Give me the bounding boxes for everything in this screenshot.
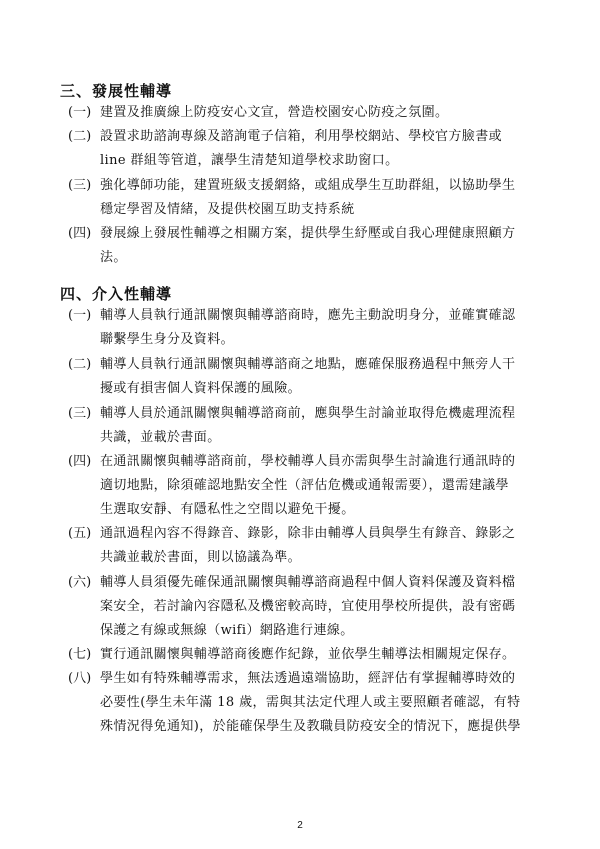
item-number: (三) bbox=[68, 406, 92, 421]
item-text-line: 共識並載於書面，則以協議為準。 bbox=[100, 550, 302, 565]
item-number: (四) bbox=[68, 454, 92, 469]
item-text-line: 殊情況得免通知)，於能確保學生及教職員防疫安全的情況下，應提供學 bbox=[100, 719, 521, 734]
item-number: (二) bbox=[68, 357, 92, 372]
item-text-line: 輔導人員須優先確保通訊關懷與輔導諮商過程中個人資料保護及資料檔 bbox=[100, 575, 516, 590]
item-number: (五) bbox=[68, 526, 92, 541]
item-text-line: 輔導人員執行通訊關懷與輔導諮商時，應先主動說明身分，並確實確認 bbox=[100, 308, 516, 323]
item-number: (七) bbox=[68, 647, 92, 662]
item-text-line: 建置及推廣線上防疫安心文宣，營造校園安心防疫之氛圍。 bbox=[100, 105, 449, 120]
page-number: 2 bbox=[297, 820, 303, 831]
item-text-line: 強化導師功能，建置班級支援網絡，或組成學生互助群組，以協助學生 bbox=[100, 178, 516, 193]
item-text-line: 共識，並載於書面。 bbox=[100, 430, 221, 445]
item-text-line: 在通訊關懷與輔導諮商前，學校輔導人員亦需與學生討論進行通訊時的 bbox=[100, 454, 516, 469]
section-title-development: 三、發展性輔導 bbox=[60, 82, 173, 100]
item-number: (六) bbox=[68, 575, 92, 590]
item-number: (二) bbox=[68, 129, 92, 144]
item-text-line: 輔導人員於通訊關懷與輔導諮商前，應與學生討論並取得危機處理流程 bbox=[100, 406, 516, 421]
item-text-line: 案安全，若討論內容隱私及機密較高時，宜使用學校所提供，設有密碼 bbox=[100, 599, 516, 614]
item-number: (一) bbox=[68, 308, 92, 323]
item-number: (三) bbox=[68, 178, 92, 193]
item-text-line: 設置求助諮詢專線及諮詢電子信箱，利用學校網站、學校官方臉書或 bbox=[100, 129, 503, 144]
item-text-line: line 群組等管道，讓學生清楚知道學校求助窗口。 bbox=[100, 153, 399, 168]
item-text-line: 穩定學習及情緒，及提供校園互助支持系統 bbox=[100, 202, 355, 217]
item-text-line: 擾或有損害個人資料保護的風險。 bbox=[100, 381, 302, 396]
item-text-line: 實行通訊關懷與輔導諮商後應作紀錄，並依學生輔導法相關規定保存。 bbox=[100, 647, 516, 662]
item-text-line: 通訊過程內容不得錄音、錄影，除非由輔導人員與學生有錄音、錄影之 bbox=[100, 526, 516, 541]
item-text-line: 必要性(學生未年滿 18 歲，需與其法定代理人或主要照顧者確認，有特 bbox=[100, 695, 521, 710]
item-text-line: 學生如有特殊輔導需求，無法透過遠端協助，經評估有掌握輔導時效的 bbox=[100, 671, 516, 686]
item-number: (八) bbox=[68, 671, 92, 686]
item-text-line: 生選取安靜、有隱私性之空間以避免干擾。 bbox=[100, 502, 355, 517]
item-number: (一) bbox=[68, 105, 92, 120]
item-text-line: 保護之有線或無線（wifi）網路進行連線。 bbox=[100, 623, 354, 638]
item-text-line: 適切地點，除須確認地點安全性（評估危機或通報需要），還需建議學 bbox=[100, 478, 509, 493]
item-text-line: 發展線上發展性輔導之相關方案，提供學生紓壓或自我心理健康照顧方 bbox=[100, 226, 516, 241]
item-text-line: 法。 bbox=[100, 250, 127, 265]
section-title-intervention: 四、介入性輔導 bbox=[60, 285, 173, 303]
item-number: (四) bbox=[68, 226, 92, 241]
item-text-line: 聯繫學生身分及資料。 bbox=[100, 332, 235, 347]
item-text-line: 輔導人員執行通訊關懷與輔導諮商之地點，應確保服務過程中無旁人干 bbox=[100, 357, 516, 372]
